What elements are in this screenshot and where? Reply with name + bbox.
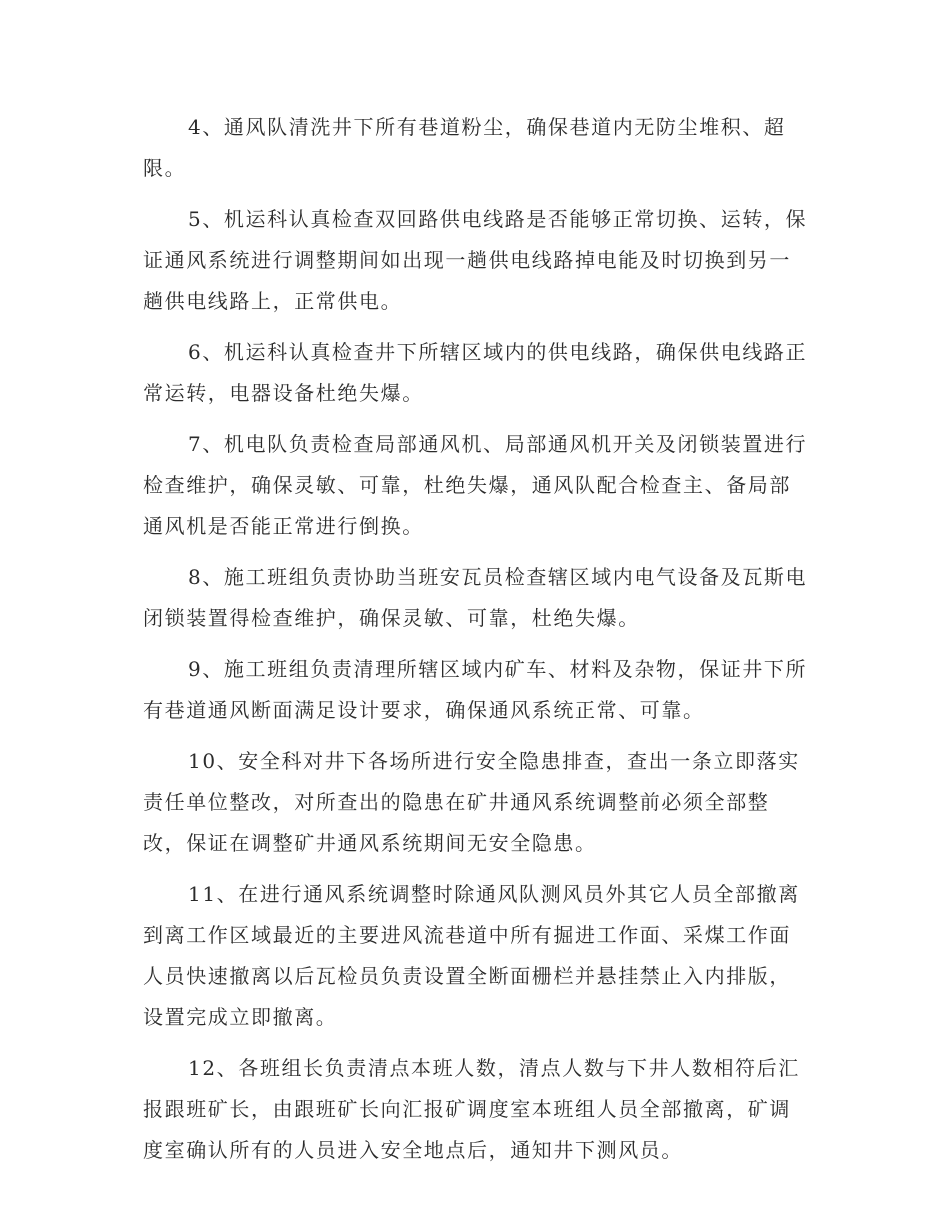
paragraph-line: 4、通风队清洗井下所有巷道粉尘，确保巷道内无防尘堆积、超 [188,115,786,139]
paragraph-line: 10、安全科对井下各场所进行安全隐患排查，查出一条立即落实 [188,749,800,773]
paragraph-line: 6、机运科认真检查井下所辖区域内的供电线路，确保供电线路正 [188,340,808,364]
paragraph-line: 趟供电线路上，正常供电。 [143,289,403,313]
paragraph [143,741,807,864]
paragraph-line: 人员快速撤离以后瓦检员负责设置全断面栅栏并悬挂禁止入内排版， [143,964,791,988]
paragraph-line: 有巷道通风断面满足设计要求，确保通风系统正常、可靠。 [143,698,705,722]
paragraph-line: 12、各班组长负责清点本班人数，清点人数与下井人数相符后汇 [188,1056,800,1080]
paragraph-line: 证通风系统进行调整期间如出现一趟供电线路掉电能及时切换到另一 [143,248,791,272]
paragraph-line: 11、在进行通风系统调整时除通风队测风员外其它人员全部撤离 [188,882,800,906]
paragraph [143,199,807,322]
paragraph-line: 检查维护，确保灵敏、可靠，杜绝失爆，通风队配合检查主、备局部 [143,473,791,497]
paragraph [143,649,807,731]
paragraph-line: 责任单位整改，对所查出的隐患在矿井通风系统调整前必须全部整 [143,790,770,814]
paragraph-line: 通风机是否能正常进行倒换。 [143,514,424,538]
paragraph-line: 度室确认所有的人员进入安全地点后，通知井下测风员。 [143,1138,683,1162]
paragraph-line: 改，保证在调整矿井通风系统期间无安全隐患。 [143,831,597,855]
paragraph-line: 设置完成立即撤离。 [143,1005,338,1029]
paragraph [143,1048,807,1171]
paragraph-line: 到离工作区域最近的主要进风流巷道中所有掘进工作面、采煤工作面 [143,923,791,947]
paragraph [143,107,807,189]
paragraph-line: 限。 [143,156,187,180]
paragraph-line: 9、施工班组负责清理所辖区域内矿车、材料及杂物，保证井下所 [188,657,808,681]
paragraph [143,874,807,1038]
paragraph-line: 5、机运科认真检查双回路供电线路是否能够正常切换、运转，保 [188,207,808,231]
paragraph [143,557,807,639]
paragraph-line: 7、机电队负责检查局部通风机、局部通风机开关及闭锁装置进行 [188,432,808,456]
paragraph [143,332,807,414]
paragraph-line: 报跟班矿长，由跟班矿长向汇报矿调度室本班组人员全部撤离，矿调 [143,1097,791,1121]
paragraph [143,424,807,547]
paragraph-line: 8、施工班组负责协助当班安瓦员检查辖区域内电气设备及瓦斯电 [188,565,808,589]
document-body [143,107,807,1181]
paragraph-line: 常运转，电器设备杜绝失爆。 [143,381,424,405]
paragraph-line: 闭锁装置得检查维护，确保灵敏、可靠，杜绝失爆。 [143,606,640,630]
